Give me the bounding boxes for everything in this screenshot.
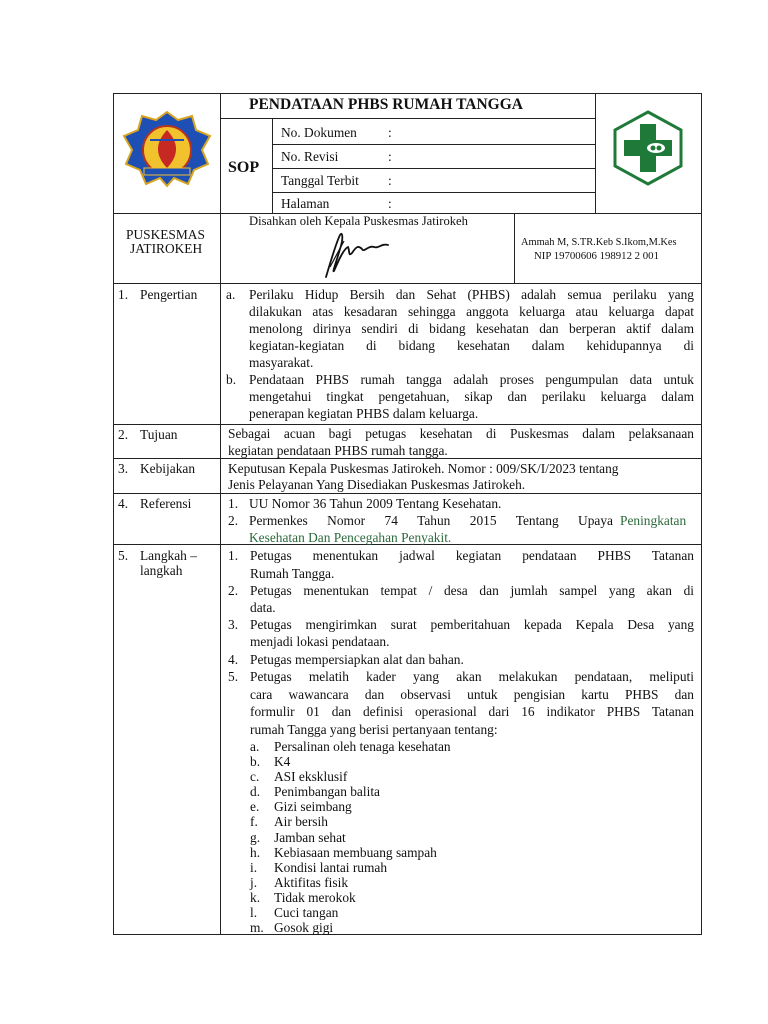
document-title: PENDATAAN PHBS RUMAH TANGGA <box>249 96 523 113</box>
meta-sep-halaman: : <box>388 196 392 211</box>
step-line: rumah Tangga yang berisi pertanyaan tentang: <box>250 722 498 737</box>
list-marker: b. <box>226 372 237 387</box>
list-item: UU Nomor 36 Tahun 2009 Tentang Kesehatan. <box>249 496 502 511</box>
indicator-item: Air bersih <box>274 814 328 829</box>
step-line: Petugas mempersiapkan alat dan bahan. <box>250 652 464 667</box>
indicator-item: ASI eksklusif <box>274 769 348 784</box>
step-line: formulir 01 dan definisi operasional dari 16 indikator PHBS Tatanan <box>250 704 694 719</box>
puskesmas-logo <box>610 110 686 186</box>
indicator-marker: i. <box>250 860 258 875</box>
list-item: masyarakat. <box>249 355 314 370</box>
section-number-4: 4. <box>118 496 129 511</box>
section-number-1: 1. <box>118 287 129 302</box>
section-label-kebijakan: Kebijakan <box>140 461 196 476</box>
sop-label: SOP <box>228 159 260 176</box>
step-line: Petugas menentukan tempat / desa dan jumlah sampel yang akan di <box>250 583 694 598</box>
step-line: Petugas menentukan jadwal kegiatan pendataan PHBS Tatanan <box>250 548 694 563</box>
step-marker: 2. <box>228 583 239 598</box>
kabupaten-logo <box>122 110 212 188</box>
indicator-item: K4 <box>274 754 291 769</box>
indicator-marker: b. <box>250 754 261 769</box>
list-marker: 1. <box>228 496 239 511</box>
step-line: menjadi lokasi pendataan. <box>250 634 390 649</box>
step-marker: 4. <box>228 652 239 667</box>
list-item: Pendataan PHBS rumah tangga adalah proses pengumpulan data untuk <box>249 372 694 387</box>
approval-text: Disahkan oleh Kepala Puskesmas Jatirokeh <box>249 214 468 228</box>
meta-sep-tanggal: : <box>388 173 392 188</box>
section-label-referensi: Referensi <box>140 496 192 511</box>
list-item: mengetahui tingkat pengetahuan, sikap dan perilaku keluarga dalam <box>249 389 694 404</box>
list-marker: 2. <box>228 513 239 528</box>
list-item-highlight: Peningkatan <box>620 513 687 528</box>
section-label-langkah: Langkah – <box>140 548 197 563</box>
list-item: Perilaku Hidup Bersih dan Sehat (PHBS) adalah semua perilaku yang <box>249 287 694 302</box>
list-item: Permenkes Nomor 74 Tahun 2015 Tentang Upaya <box>249 513 613 528</box>
meta-label-revisi: No. Revisi <box>281 149 339 164</box>
indicator-marker: g. <box>250 830 261 845</box>
indicator-marker: j. <box>250 875 258 890</box>
paragraph-line: kegiatan pendataan PHBS rumah tangga. <box>228 443 448 458</box>
step-line: cara wawancara dan observasi untuk pengisian kartu PHBS dan <box>250 687 694 702</box>
meta-label-dokumen: No. Dokumen <box>281 125 357 140</box>
indicator-item: Kondisi lantai rumah <box>274 860 388 875</box>
org-name-line1: PUSKESMAS <box>126 227 205 242</box>
indicator-item: Kebiasaan membuang sampah <box>274 845 437 860</box>
signer-name: Ammah M, S.TR.Keb S.Ikom,M.Kes <box>521 237 677 248</box>
section-label-pengertian: Pengertian <box>140 287 198 302</box>
paragraph-line: Keputusan Kepala Puskesmas Jatirokeh. Nomor : 009/SK/I/2023 tentang <box>228 461 619 476</box>
indicator-marker: m. <box>250 920 264 935</box>
indicator-item: Persalinan oleh tenaga kesehatan <box>274 739 451 754</box>
indicator-marker: h. <box>250 845 261 860</box>
indicator-item: Jamban sehat <box>274 830 346 845</box>
section-label-langkah-2: langkah <box>140 563 183 578</box>
signer-nip: NIP 19700606 198912 2 001 <box>534 250 659 262</box>
indicator-item: Aktifitas fisik <box>274 875 349 890</box>
step-line: Rumah Tangga. <box>250 566 335 581</box>
list-marker: a. <box>226 287 236 302</box>
meta-label-tanggal: Tanggal Terbit <box>281 173 359 188</box>
step-line: data. <box>250 600 276 615</box>
indicator-item: Tidak merokok <box>274 890 356 905</box>
indicator-marker: d. <box>250 784 261 799</box>
indicator-item: Penimbangan balita <box>274 784 380 799</box>
paragraph-line: Sebagai acuan bagi petugas kesehatan di Puskesmas dalam pelaksanaan <box>228 426 694 441</box>
indicator-marker: a. <box>250 739 260 754</box>
org-name-line2: JATIROKEH <box>130 241 203 256</box>
step-line: Petugas melatih kader yang akan melakukan pendataan, meliputi <box>250 669 694 684</box>
meta-label-halaman: Halaman <box>281 196 330 211</box>
section-number-2: 2. <box>118 427 129 442</box>
indicator-marker: e. <box>250 799 260 814</box>
indicator-marker: k. <box>250 890 261 905</box>
step-marker: 3. <box>228 617 239 632</box>
section-number-3: 3. <box>118 461 129 476</box>
step-marker: 1. <box>228 548 239 563</box>
meta-sep-dokumen: : <box>388 125 392 140</box>
indicator-item: Gosok gigi <box>274 920 334 935</box>
signature <box>318 227 398 283</box>
step-marker: 5. <box>228 669 239 684</box>
section-number-5: 5. <box>118 548 129 563</box>
list-item-highlight: Kesehatan Dan Pencegahan Penyakit. <box>249 530 452 545</box>
step-line: Petugas mengirimkan surat pemberitahuan kepada Kepala Desa yang <box>250 617 694 632</box>
indicator-marker: c. <box>250 769 260 784</box>
indicator-marker: f. <box>250 814 258 829</box>
indicator-item: Cuci tangan <box>274 905 339 920</box>
indicator-item: Gizi seimbang <box>274 799 352 814</box>
paragraph-line: Jenis Pelayanan Yang Disediakan Puskesmas Jatirokeh. <box>228 477 526 492</box>
list-item: kegiatan-kegiatan di bidang kesehatan dalam kehidupannya di <box>249 338 694 353</box>
indicator-marker: l. <box>250 905 258 920</box>
list-item: dilakukan atas kesadaran sehingga anggota keluarga atau keluarga dapat <box>249 304 694 319</box>
list-item: penerapan kegiatan PHBS dalam keluarga. <box>249 406 479 421</box>
meta-sep-revisi: : <box>388 149 392 164</box>
list-item: menolong dirinya sendiri di bidang kesehatan dan berperan aktif dalam <box>249 321 694 336</box>
section-label-tujuan: Tujuan <box>140 427 178 442</box>
